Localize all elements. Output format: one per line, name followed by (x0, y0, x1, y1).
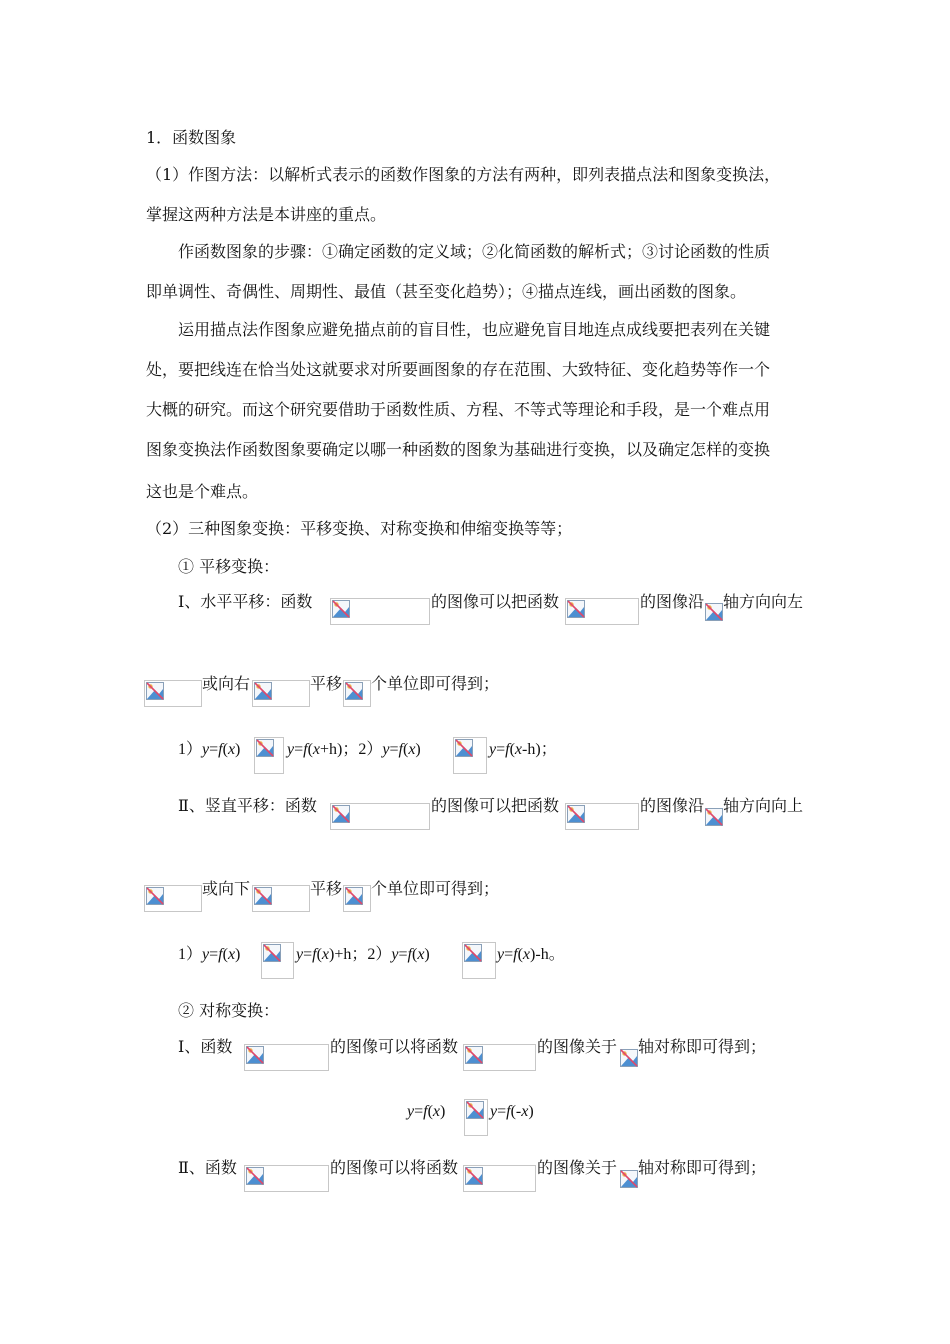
broken-image-icon (332, 600, 350, 618)
rule-text: 个单位即可得到； (371, 674, 500, 693)
paragraph-line: 掌握这两种方法是本讲座的重点。 (146, 205, 387, 224)
rule-text: 轴方向向左 (723, 592, 804, 611)
formula-image (463, 1165, 536, 1192)
rule-text: 平移 (310, 674, 343, 693)
broken-image-icon (466, 1101, 484, 1119)
arrow-image (453, 737, 487, 774)
example-formula: y=f(x)-h。 (497, 946, 565, 963)
example-formula: y=f(x+h)；2）y=f(x) (287, 741, 421, 758)
broken-image-icon (620, 1049, 638, 1067)
rule-text: 的图像关于 (537, 1037, 618, 1056)
rule-text: 轴对称即可得到； (638, 1158, 767, 1177)
arrow-image (464, 1099, 488, 1136)
broken-image-icon (254, 887, 272, 905)
rule-text: 的图像沿 (640, 796, 705, 815)
formula-image (244, 1165, 329, 1192)
arrow-image (462, 942, 496, 979)
paragraph-line: 图象变换法作函数图象要确定以哪一种函数的图象为基础进行变换，以及确定怎样的变换 (146, 440, 771, 459)
broken-image-icon (146, 887, 164, 905)
formula-image (252, 885, 310, 912)
formula-image (330, 598, 430, 625)
formula-image (463, 1044, 536, 1071)
broken-image-icon (567, 805, 585, 823)
axis-image (620, 1170, 638, 1188)
rule-text: 的图像可以将函数 (330, 1158, 459, 1177)
broken-image-icon (263, 944, 281, 962)
subsection-heading: ① 平移变换： (178, 557, 280, 576)
broken-image-icon (332, 805, 350, 823)
paragraph-line: 大概的研究。而这个研究要借助于函数性质、方程、不等式等理论和手段，是一个难点用 (146, 400, 771, 419)
broken-image-icon (146, 682, 164, 700)
broken-image-icon (705, 808, 723, 826)
rule-text: 的图像可以将函数 (330, 1037, 459, 1056)
broken-image-icon (465, 1167, 483, 1185)
formula-image (565, 803, 639, 830)
broken-image-icon (254, 682, 272, 700)
paragraph-line: （1）作图方法：以解析式表示的函数作图象的方法有两种，即列表描点法和图象变换法， (146, 165, 781, 184)
arrow-image (254, 737, 284, 774)
formula-image (252, 680, 310, 707)
example-formula: 1）y=f(x) (178, 946, 241, 963)
rule-text: 的图像关于 (537, 1158, 618, 1177)
example-formula: 1）y=f(x) (178, 741, 241, 758)
rule-text: 的图像沿 (640, 592, 705, 611)
example-formula: y=f(x)+h；2）y=f(x) (296, 946, 430, 963)
rule-text: Ⅱ、函数 (178, 1158, 237, 1177)
axis-image (705, 603, 723, 621)
paragraph-line: 运用描点法作图象应避免描点前的盲目性，也应避免盲目地连点成线要把表列在关键 (178, 320, 771, 339)
rule-text: 或向下 (202, 879, 251, 898)
rule-text: 的图像可以把函数 (431, 592, 560, 611)
axis-image (705, 808, 723, 826)
broken-image-icon (465, 1046, 483, 1064)
section-title: 1．函数图象 (146, 128, 237, 147)
rule-text: Ⅰ、水平平移：函数 (178, 592, 313, 611)
broken-image-icon (567, 600, 585, 618)
rule-text: Ⅰ、函数 (178, 1037, 233, 1056)
example-formula: y=f(-x) (490, 1103, 534, 1120)
formula-image (244, 1044, 329, 1071)
broken-image-icon (345, 887, 363, 905)
axis-image (620, 1049, 638, 1067)
broken-image-icon (620, 1170, 638, 1188)
formula-image (343, 885, 371, 912)
example-formula: y=f(x) (407, 1103, 446, 1120)
arrow-image (261, 942, 294, 979)
rule-text: 的图像可以把函数 (431, 796, 560, 815)
formula-image (330, 803, 430, 830)
paragraph-line: 这也是个难点。 (146, 482, 259, 501)
rule-text: 或向右 (202, 674, 251, 693)
formula-image (144, 885, 202, 912)
paragraph-line: 处，要把线连在恰当处这就要求对所要画图象的存在范围、大致特征、变化趋势等作一个 (146, 360, 771, 379)
paragraph-line: （2）三种图象变换：平移变换、对称变换和伸缩变换等等； (146, 519, 573, 538)
subsection-heading: ② 对称变换： (178, 1001, 280, 1020)
broken-image-icon (246, 1167, 264, 1185)
formula-image (343, 680, 371, 707)
broken-image-icon (705, 603, 723, 621)
rule-text: 平移 (310, 879, 343, 898)
rule-text: 轴方向向上 (723, 796, 804, 815)
formula-image (144, 680, 202, 707)
broken-image-icon (256, 739, 274, 757)
rule-text: 轴对称即可得到； (638, 1037, 767, 1056)
rule-text: 个单位即可得到； (371, 879, 500, 898)
broken-image-icon (246, 1046, 264, 1064)
broken-image-icon (345, 682, 363, 700)
rule-text: Ⅱ、竖直平移：函数 (178, 796, 317, 815)
broken-image-icon (455, 739, 473, 757)
example-formula: y=f(x-h)； (489, 741, 557, 758)
paragraph-line: 即单调性、奇偶性、周期性、最值（甚至变化趋势）；④描点连线，画出函数的图象。 (146, 282, 747, 301)
broken-image-icon (464, 944, 482, 962)
formula-image (565, 598, 639, 625)
paragraph-line: 作函数图象的步骤：①确定函数的定义域；②化简函数的解析式；③讨论函数的性质 (178, 242, 771, 261)
